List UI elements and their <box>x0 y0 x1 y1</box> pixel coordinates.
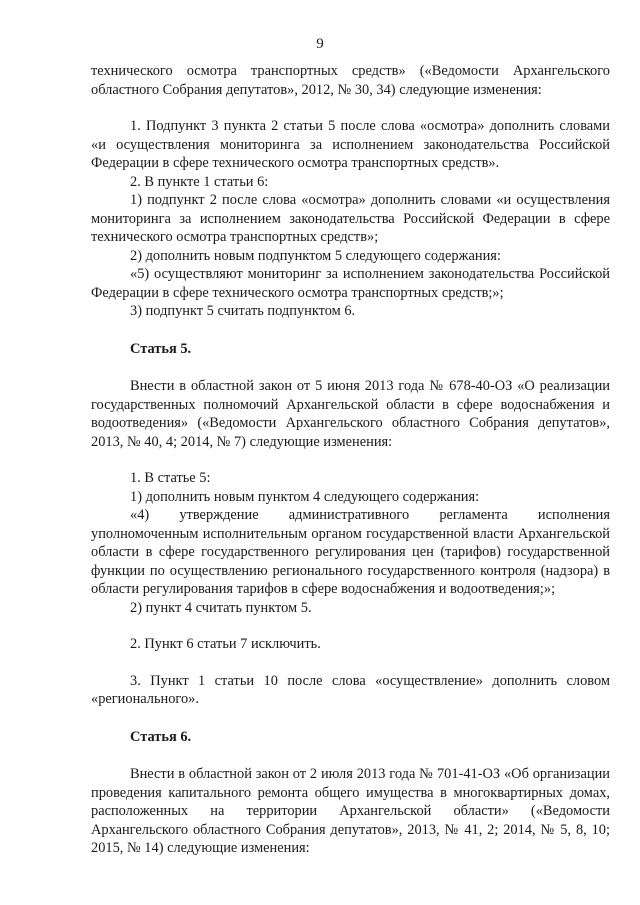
paragraph-subitem-3: 3) подпункт 5 считать подпунктом 6. <box>130 303 356 319</box>
paragraph-subitem-2: 2) дополнить новым подпунктом 5 следующего содержания: <box>130 247 501 264</box>
paragraph-continuation: технического осмотра транспортных средств» («Ведомости Архангельского областного Собрания депутатов», 2012, № 30, 34) следующие изменения: <box>91 63 610 98</box>
paragraph-subitem-1: 1) подпункт 2 после слова «осмотра» дополнить словами «и осуществления мониторинга за исполнением законодательства Российской Федерации в сфере технического осмотра транспортных средств»; <box>91 192 610 245</box>
document-body <box>91 62 610 858</box>
paragraph-article-5-subitem-1: 1) дополнить новым пунктом 4 следующего содержания: <box>130 488 480 505</box>
paragraph-article-5-item-1: 1. В статье 5: <box>130 470 211 486</box>
paragraph-article-5-subitem-2: 2) пункт 4 считать пунктом 5. <box>130 599 312 616</box>
paragraph-amendment-2: 2. В пункте 1 статьи 6: <box>130 173 269 190</box>
paragraph-article-6-intro: Внести в областной закон от 2 июля 2013 года № 701-41-ОЗ «Об организации проведения капитального ремонта общего имущества в многоквартирных домах, расположенных на территории Архангельской области» («Ведомости Архангельского областного Собрания депутатов», 2013, № 41, 2; 2014, № 5, 8, 10; 2015, № 14) следующие изменения: <box>91 766 610 856</box>
paragraph-article-5-item-2: 2. Пункт 6 статьи 7 исключить. <box>130 636 321 652</box>
paragraph-quoted-item-4: «4) утверждение административного регламента исполнения уполномоченным исполнительным органом государственной власти Архангельской области в сфере государственного регулирования цен (тарифов) государственной функции по осуществлению регионального государственного контроля (надзора) в области регулирования тарифов в сфере водоснабжения и водоотведения;»; <box>91 507 610 597</box>
article-heading-5: Статья 5. <box>130 340 192 357</box>
paragraph-quoted-subitem-5: «5) осуществляют мониторинг за исполнением законодательства Российской Федерации в сфере технического осмотра транспортных средств;»; <box>91 266 610 301</box>
page-number: 9 <box>316 36 324 52</box>
paragraph-amendment-1: 1. Подпункт 3 пункта 2 статьи 5 после слова «осмотра» дополнить словами «и осуществления мониторинга за исполнением законодательства Российской Федерации в сфере технического осмотра транспортных средств». <box>91 118 610 171</box>
article-heading-6: Статья 6. <box>130 728 192 745</box>
paragraph-article-5-item-3: 3. Пункт 1 статьи 10 после слова «осуществление» дополнить словом «регионального». <box>91 672 610 707</box>
paragraph-article-5-intro: Внести в областной закон от 5 июня 2013 года № 678-40-ОЗ «О реализации государственных полномочий Архангельской области в сфере водоснабжения и водоотведения» («Ведомости Архангельского областного Собрания депутатов», 2013, № 40, 4; 2014, № 7) следующие изменения: <box>91 378 610 450</box>
